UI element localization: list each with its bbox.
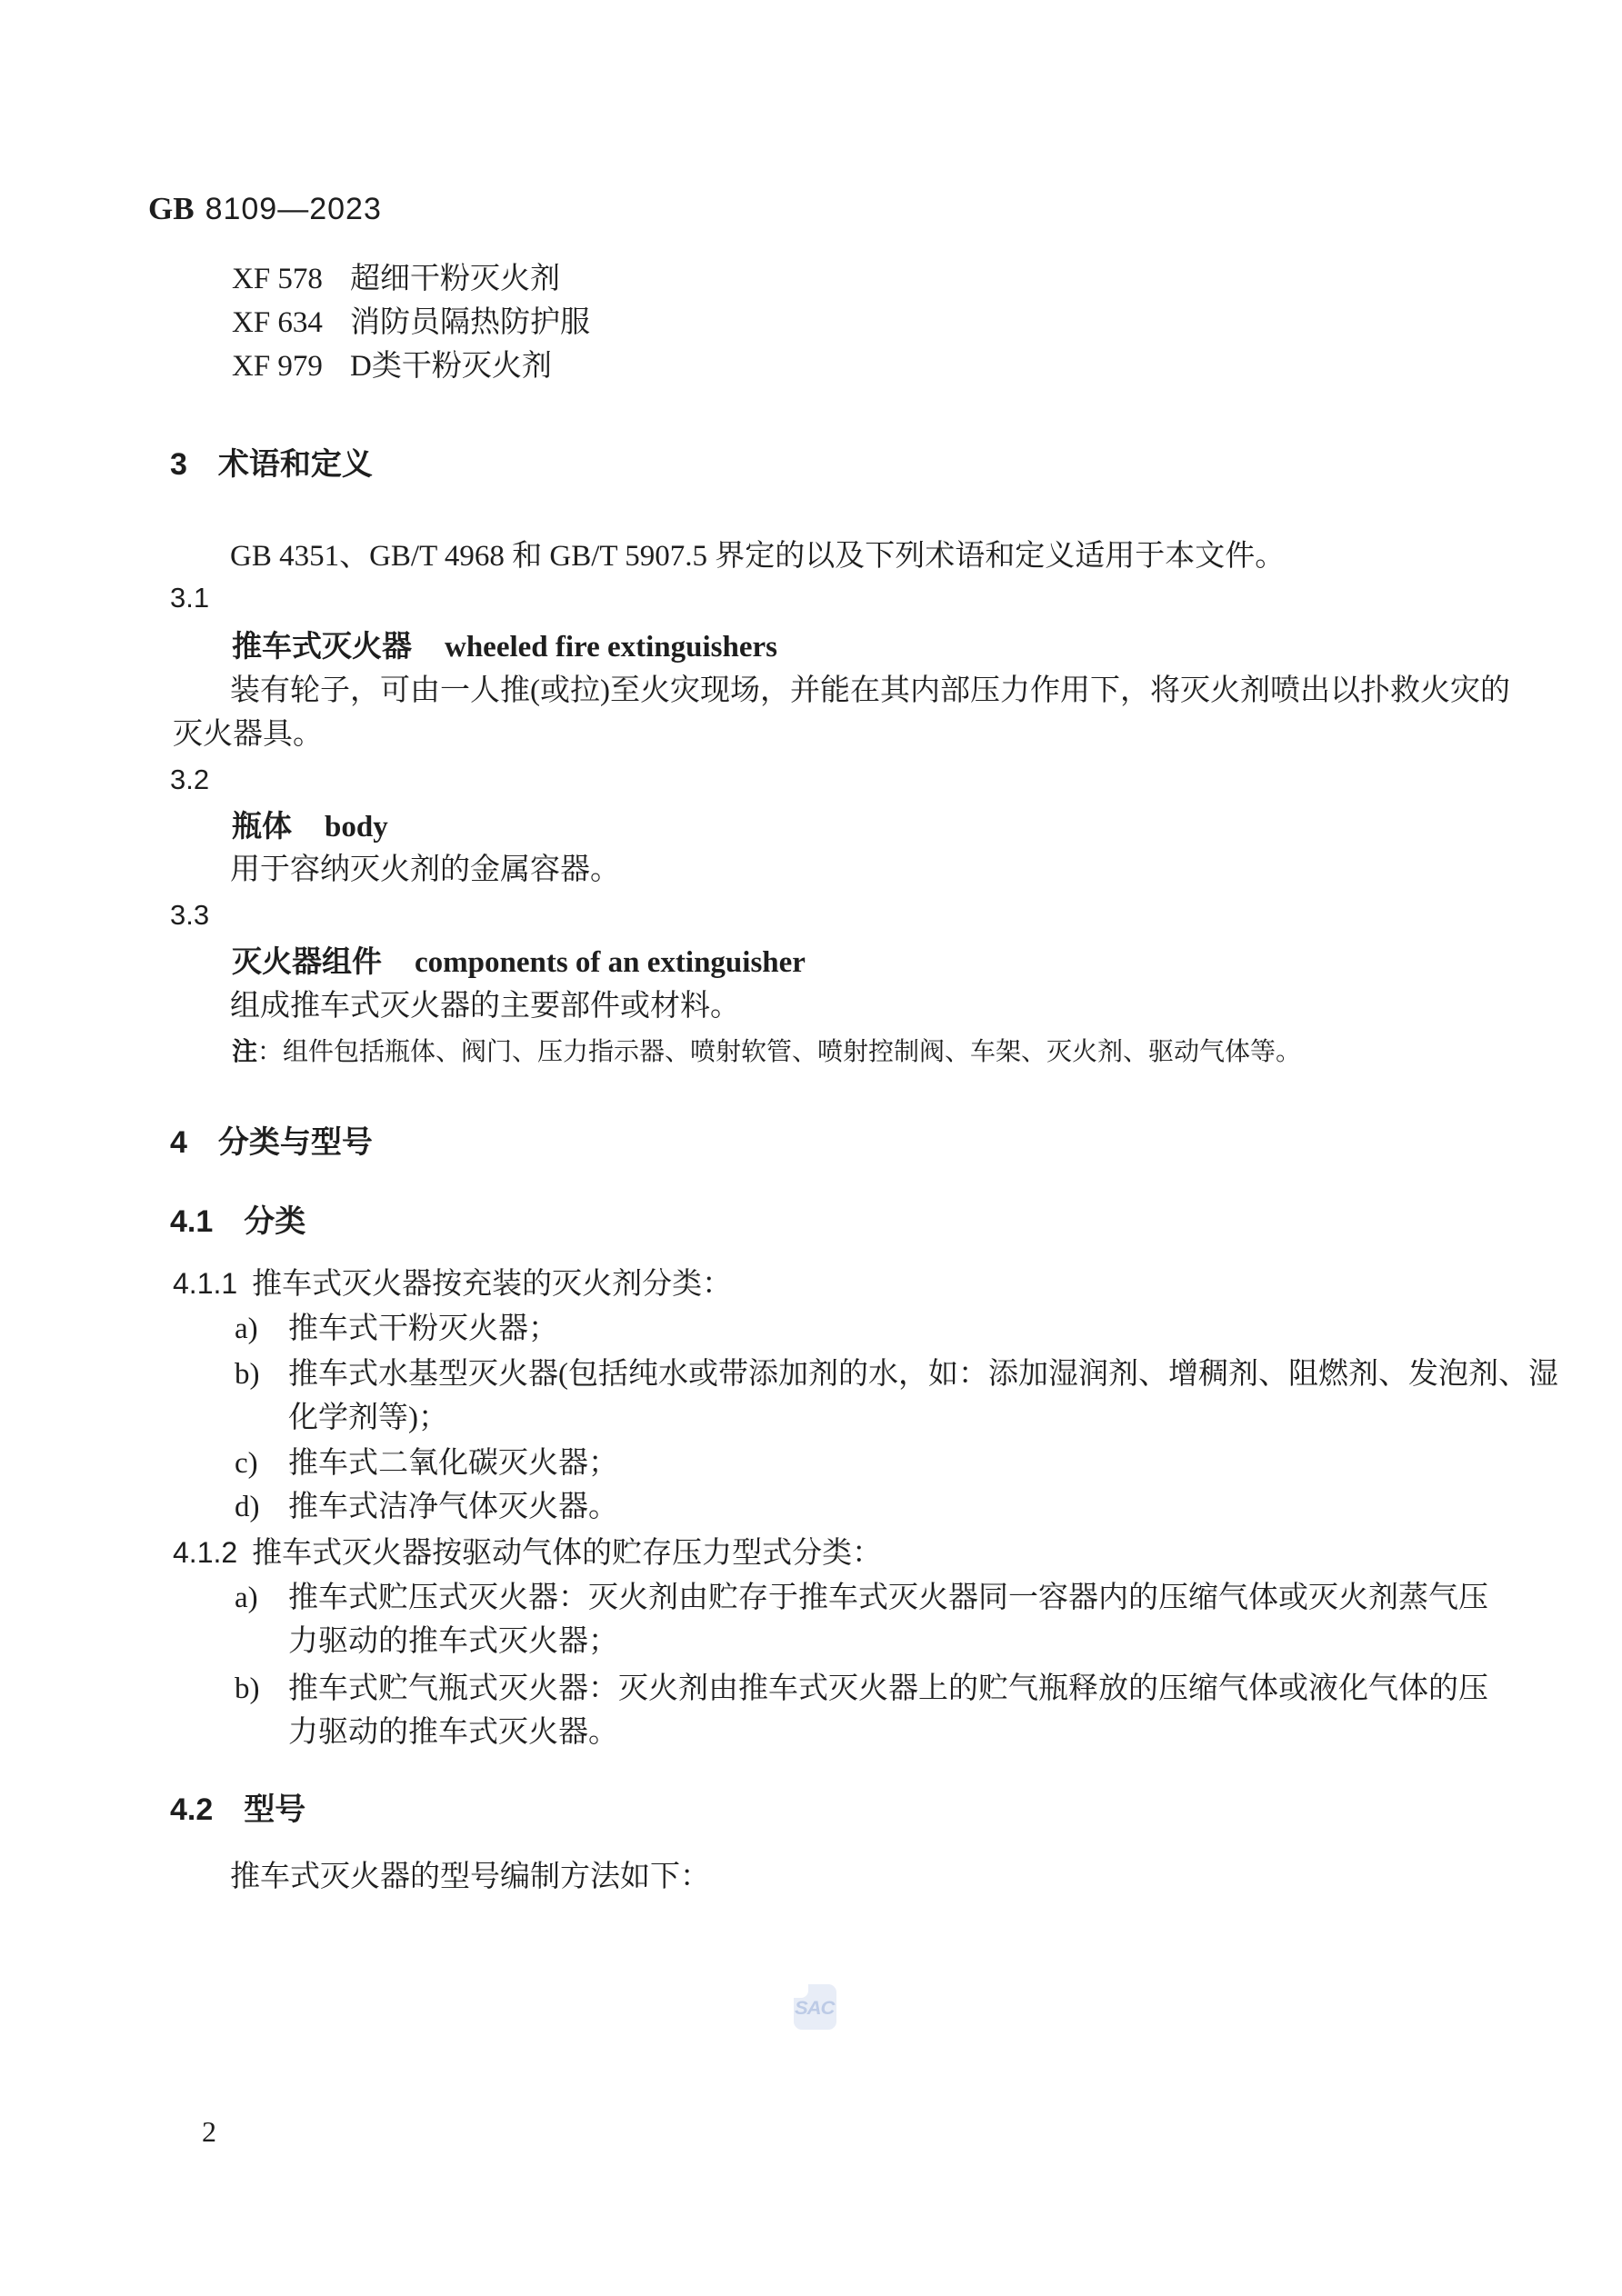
clause-number: 4.2 bbox=[170, 1792, 214, 1827]
list-item-marker: a) bbox=[235, 1582, 258, 1614]
clause-4-2-heading bbox=[170, 1794, 305, 1825]
reference-code: XF 578 bbox=[232, 263, 323, 295]
clause-title: 分类 bbox=[244, 1204, 306, 1239]
clause-number: 4 bbox=[170, 1125, 187, 1160]
term-name-en: body bbox=[325, 811, 388, 844]
reference-code: XF 634 bbox=[232, 306, 323, 339]
term-name-zh: 灭火器组件 bbox=[232, 944, 382, 978]
standard-prefix: GB bbox=[148, 191, 195, 226]
list-item-marker: b) bbox=[235, 1672, 260, 1705]
term-note bbox=[232, 1039, 1301, 1065]
list-item bbox=[235, 1314, 558, 1344]
note-label: 注 bbox=[232, 1037, 258, 1065]
term-number: 3.1 bbox=[170, 582, 210, 614]
clause-4-2-paragraph: 推车式灭火器的型号编制方法如下： bbox=[230, 1861, 710, 1893]
list-item-marker: c) bbox=[235, 1447, 258, 1480]
reference-title: 超细干粉灭火剂 bbox=[350, 263, 560, 295]
page-number: 2 bbox=[202, 2115, 216, 2148]
clause-text: 推车式灭火器按充装的灭火剂分类： bbox=[252, 1268, 733, 1301]
list-item bbox=[235, 1583, 1488, 1613]
clause-4-1-1 bbox=[173, 1269, 732, 1300]
term-name-zh: 瓶体 bbox=[232, 809, 292, 843]
clause-3-heading bbox=[170, 449, 373, 480]
list-item-continuation: 力驱动的推车式灭火器。 bbox=[288, 1716, 618, 1749]
term-heading bbox=[232, 811, 388, 843]
list-item-text: 推车式干粉灭火器； bbox=[288, 1313, 558, 1345]
clause-number: 4.1.1 bbox=[173, 1267, 238, 1300]
reference-item bbox=[232, 352, 552, 382]
note-text: ：组件包括瓶体、阀门、压力指示器、喷射软管、喷射控制阀、车架、灭火剂、驱动气体等。 bbox=[257, 1038, 1302, 1066]
list-item-marker: b) bbox=[235, 1358, 260, 1391]
clause-title: 术语和定义 bbox=[217, 447, 373, 482]
clause-number: 4.1.2 bbox=[173, 1536, 238, 1569]
term-heading bbox=[232, 631, 777, 663]
clause-4-1-heading bbox=[170, 1206, 305, 1237]
clause-4-heading bbox=[170, 1127, 373, 1158]
list-item-continuation: 化学剂等)； bbox=[288, 1402, 448, 1434]
clause-3-intro: GB 4351、GB/T 4968 和 GB/T 5907.5 界定的以及下列术语和定义适用于本文件。 bbox=[230, 540, 1286, 573]
list-item bbox=[235, 1492, 618, 1522]
list-item-text: 推车式二氧化碳灭火器； bbox=[288, 1447, 618, 1480]
list-item-marker: a) bbox=[235, 1313, 258, 1345]
term-name-en: components of an extinguisher bbox=[415, 946, 806, 979]
sac-logo-fold-icon bbox=[793, 1983, 808, 1998]
list-item-continuation: 力驱动的推车式灭火器； bbox=[288, 1625, 618, 1658]
sac-logo-text: SAC bbox=[795, 1998, 835, 2019]
doc-header bbox=[148, 193, 382, 225]
clause-text: 推车式灭火器按驱动气体的贮存压力型式分类： bbox=[252, 1537, 883, 1570]
term-definition-line: 装有轮子，可由一人推(或拉)至火灾现场，并能在其内部压力作用下，将灭火剂喷出以扑救火灾的 bbox=[230, 674, 1510, 707]
term-heading bbox=[232, 946, 806, 978]
sac-watermark-logo bbox=[794, 1984, 836, 2030]
clause-title: 分类与型号 bbox=[217, 1125, 373, 1160]
list-item-text: 推车式水基型灭火器(包括纯水或带添加剂的水，如：添加湿润剂、增稠剂、阻燃剂、发泡剂、湿 bbox=[288, 1358, 1558, 1391]
reference-item bbox=[232, 308, 590, 338]
reference-title: D类干粉灭火剂 bbox=[350, 350, 552, 383]
list-item bbox=[235, 1674, 1488, 1704]
reference-item bbox=[232, 265, 560, 294]
list-item-text: 推车式贮压式灭火器：灭火剂由贮存于推车式灭火器同一容器内的压缩气体或灭火剂蒸气压 bbox=[288, 1582, 1488, 1614]
term-name-en: wheeled fire extinguishers bbox=[445, 631, 778, 664]
standard-number: 8109—2023 bbox=[205, 192, 382, 226]
clause-number: 4.1 bbox=[170, 1204, 214, 1239]
clause-number: 3 bbox=[170, 447, 187, 482]
term-number: 3.3 bbox=[170, 899, 210, 931]
list-item bbox=[235, 1449, 618, 1479]
reference-title: 消防员隔热防护服 bbox=[350, 306, 590, 339]
term-definition-line: 灭火器具。 bbox=[173, 718, 323, 751]
reference-code: XF 979 bbox=[232, 350, 323, 383]
list-item-text: 推车式贮气瓶式灭火器：灭火剂由推车式灭火器上的贮气瓶释放的压缩气体或液化气体的压 bbox=[288, 1672, 1488, 1705]
term-definition-line: 用于容纳灭火剂的金属容器。 bbox=[230, 854, 620, 886]
term-name-zh: 推车式灭火器 bbox=[232, 629, 412, 663]
list-item bbox=[235, 1360, 1558, 1390]
clause-title: 型号 bbox=[244, 1792, 306, 1827]
term-definition-line: 组成推车式灭火器的主要部件或材料。 bbox=[230, 990, 740, 1023]
term-number: 3.2 bbox=[170, 764, 210, 795]
list-item-marker: d) bbox=[235, 1491, 260, 1523]
list-item-text: 推车式洁净气体灭火器。 bbox=[288, 1491, 618, 1523]
clause-4-1-2 bbox=[173, 1538, 882, 1569]
